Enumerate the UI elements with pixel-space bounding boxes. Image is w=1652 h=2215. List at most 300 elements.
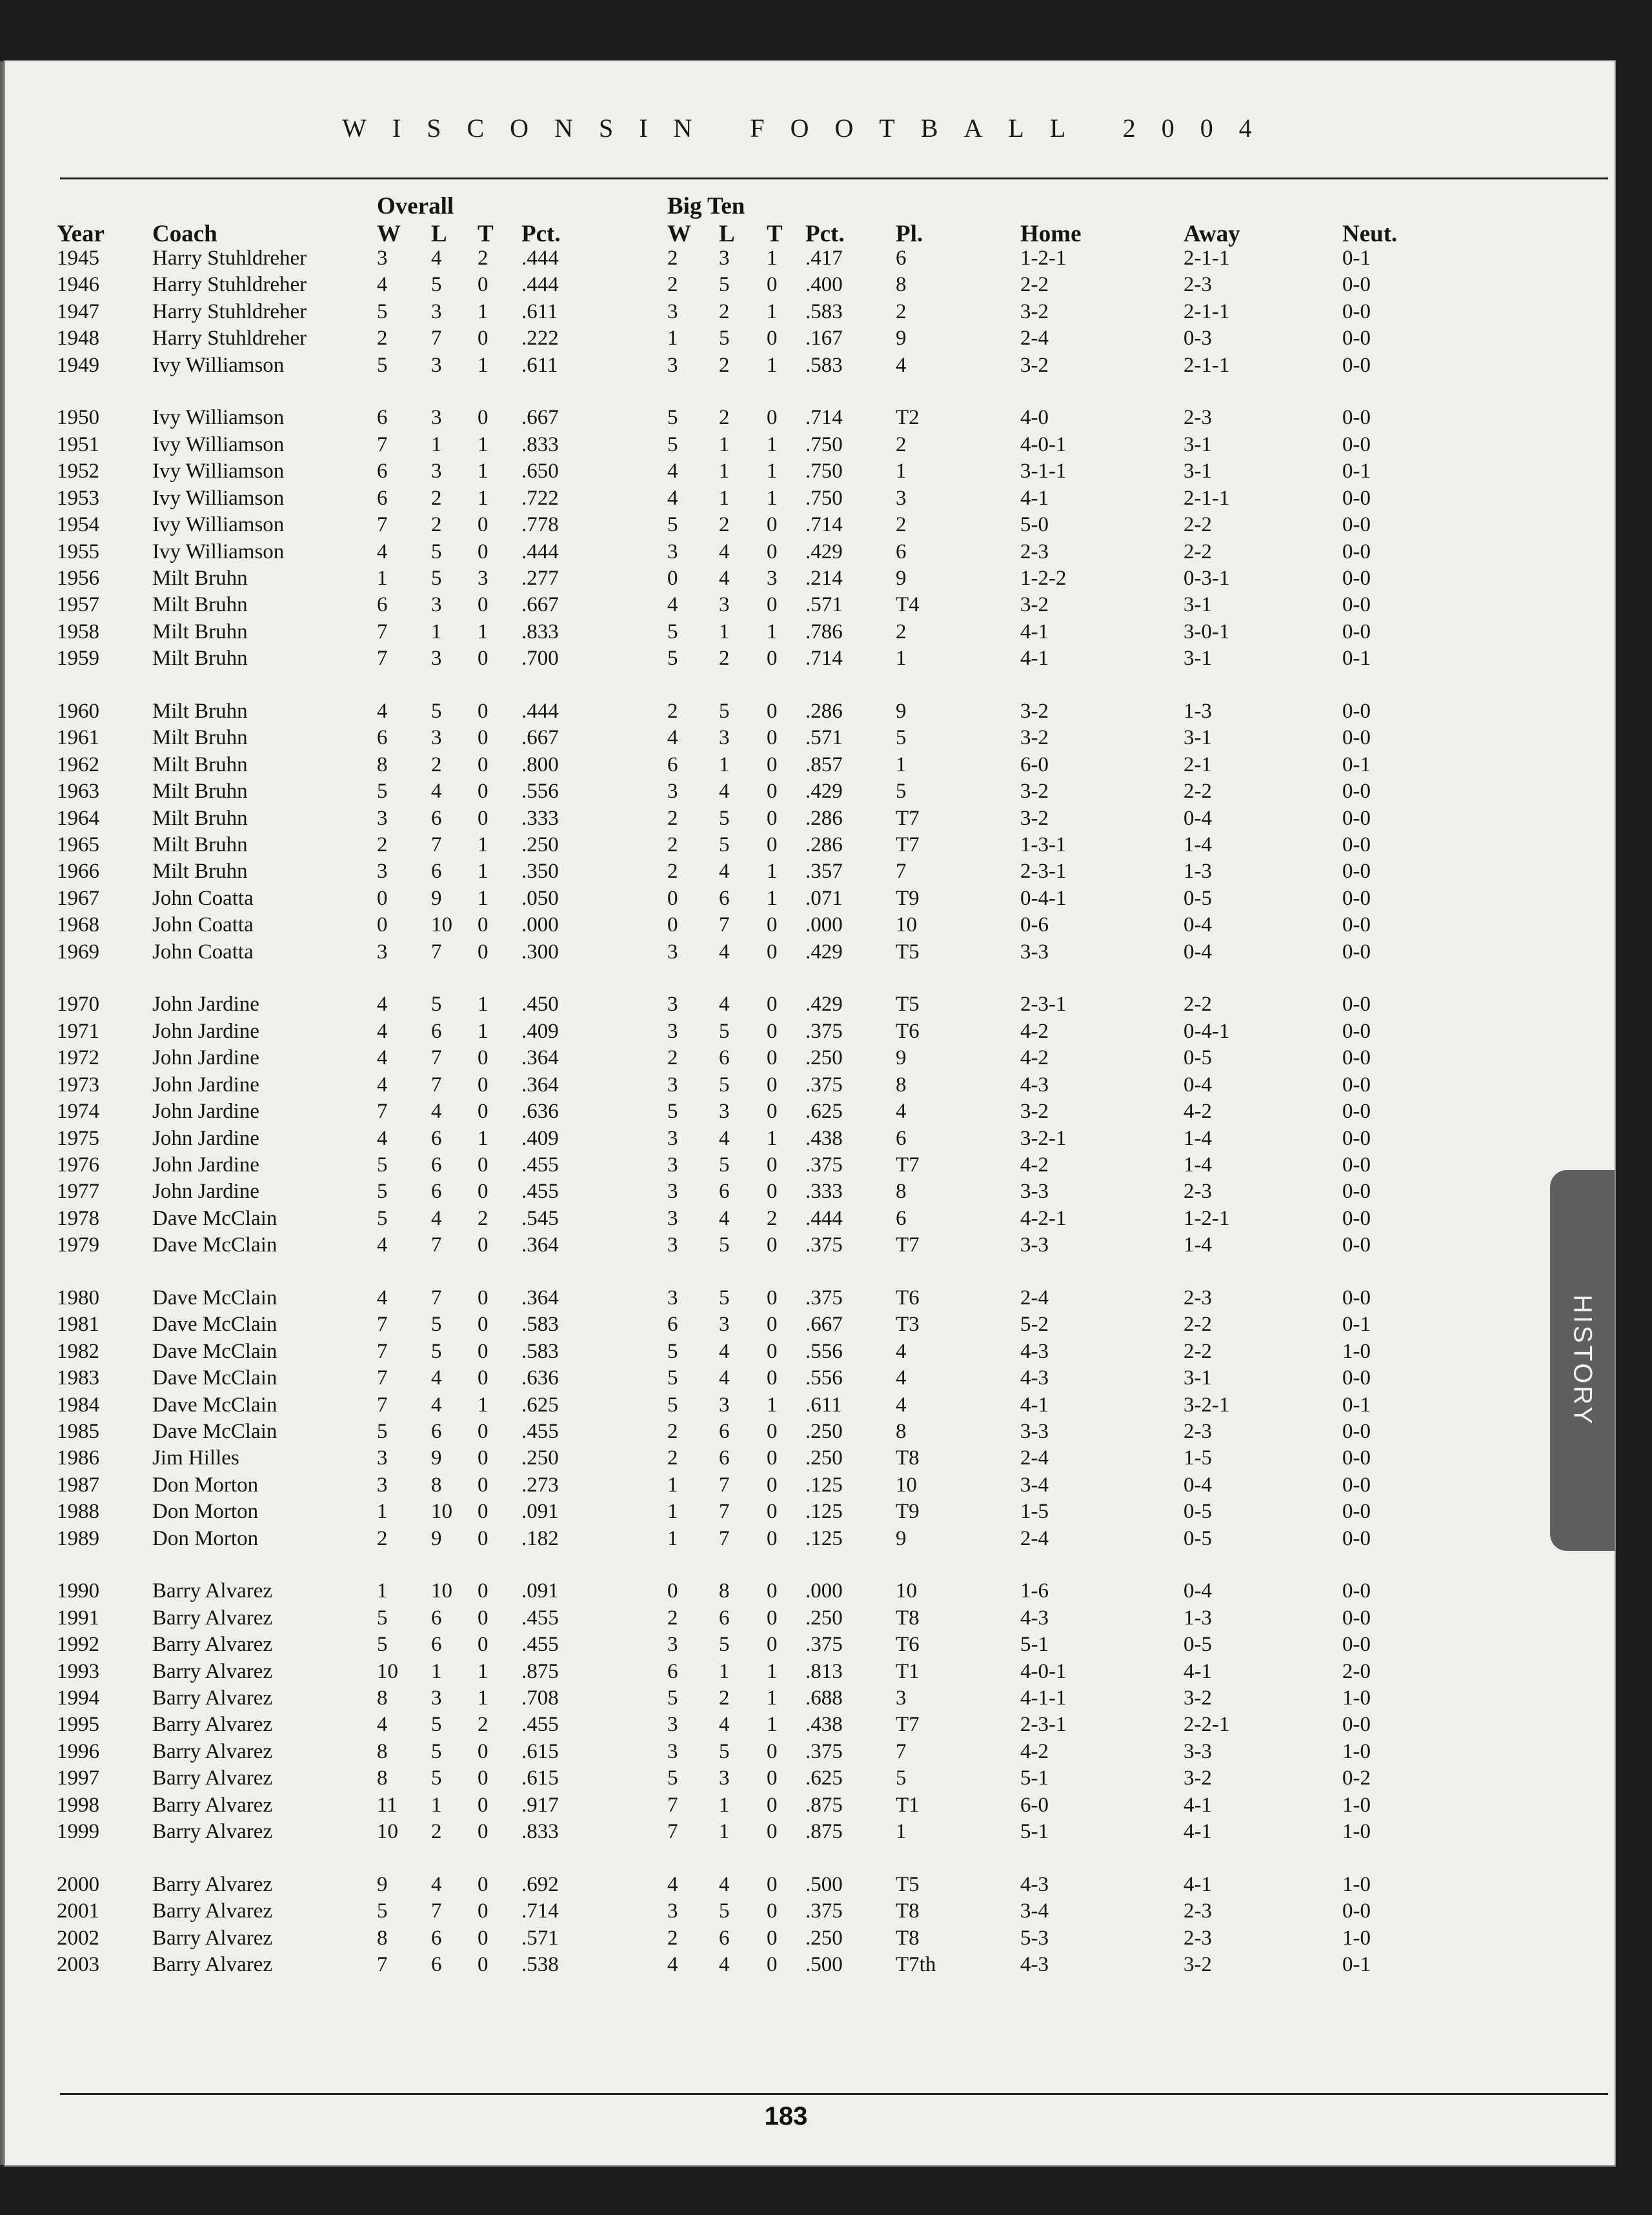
cell-bigten-t: 0 [767,1527,778,1550]
cell-year: 1981 [57,1313,99,1336]
cell-neutral: 0-0 [1342,273,1371,296]
cell-bigten-l: 4 [719,993,730,1016]
cell-neutral: 0-0 [1342,1073,1371,1097]
cell-overall-pct: .875 [521,1660,559,1683]
cell-bigten-l: 4 [719,1873,730,1896]
page-number: 183 [764,2102,808,2130]
cell-overall-w: 7 [377,1340,388,1363]
cell-bigten-w: 4 [667,1873,678,1896]
cell-bigten-pct: .875 [805,1820,843,1843]
cell-bigten-pct: .714 [805,647,843,670]
cell-coach: John Jardine [152,1100,259,1123]
cell-coach: Harry Stuhldreher [152,247,307,270]
cell-overall-t: 0 [478,807,489,830]
cell-overall-l: 4 [431,780,442,803]
cell-bigten-t: 0 [767,780,778,803]
cell-neutral: 0-0 [1342,300,1371,323]
cell-bigten-l: 3 [719,1766,730,1790]
cell-overall-t: 1 [478,1393,489,1417]
cell-bigten-w: 3 [667,940,678,964]
cell-place: 8 [896,273,907,296]
cell-overall-w: 11 [377,1794,398,1817]
cell-bigten-pct: .571 [805,593,843,616]
cell-bigten-l: 4 [719,540,730,563]
cell-bigten-w: 3 [667,1633,678,1656]
cell-overall-pct: .364 [521,1233,559,1257]
cell-year: 1966 [57,860,99,883]
cell-away: 2-1 [1184,753,1212,776]
cell-bigten-t: 0 [767,1740,778,1763]
cell-overall-w: 6 [377,726,388,749]
column-header-bigten-l: L [719,221,735,247]
cell-year: 1982 [57,1340,99,1363]
cell-overall-w: 5 [377,354,388,377]
cell-bigten-t: 2 [767,1207,778,1230]
cell-overall-l: 3 [431,406,442,429]
cell-place: 9 [896,567,907,590]
cell-home: 2-3-1 [1020,1713,1067,1736]
column-header-overall-w: W [377,221,401,247]
cell-home: 4-3 [1020,1073,1049,1097]
cell-overall-t: 0 [478,1366,489,1390]
cell-home: 4-1 [1020,647,1049,670]
cell-overall-l: 7 [431,940,442,964]
cell-bigten-l: 2 [719,406,730,429]
cell-coach: Milt Bruhn [152,567,248,590]
cell-overall-t: 0 [478,1579,489,1603]
cell-place: T5 [896,993,920,1016]
cell-bigten-pct: .625 [805,1766,843,1790]
cell-away: 0-3 [1184,327,1212,350]
cell-coach: Ivy Williamson [152,540,285,563]
column-header-coach: Coach [152,221,217,247]
cell-year: 1967 [57,887,99,910]
cell-home: 2-4 [1020,327,1049,350]
cell-home: 3-3 [1020,1420,1049,1443]
cell-overall-l: 7 [431,1046,442,1069]
cell-away: 3-2 [1184,1686,1212,1710]
cell-year: 1963 [57,780,99,803]
cell-overall-w: 5 [377,1207,388,1230]
cell-overall-l: 2 [431,513,442,536]
cell-overall-l: 2 [431,487,442,510]
cell-overall-w: 10 [377,1820,398,1843]
cell-coach: John Jardine [152,1046,259,1069]
cell-place: 5 [896,1766,907,1790]
cell-overall-w: 0 [377,913,388,936]
cell-away: 1-4 [1184,1233,1212,1257]
cell-bigten-t: 0 [767,540,778,563]
cell-year: 1961 [57,726,99,749]
cell-overall-l: 5 [431,1766,442,1790]
cell-bigten-w: 5 [667,647,678,670]
cell-overall-pct: .917 [521,1794,559,1817]
cell-overall-t: 0 [478,1794,489,1817]
cell-overall-pct: .833 [521,620,559,643]
cell-bigten-t: 0 [767,1953,778,1976]
cell-overall-t: 0 [478,1740,489,1763]
cell-bigten-w: 5 [667,1366,678,1390]
cell-coach: Barry Alvarez [152,1686,272,1710]
cell-bigten-pct: .000 [805,913,843,936]
cell-away: 3-1 [1184,433,1212,456]
cell-year: 1994 [57,1686,99,1710]
cell-bigten-l: 4 [719,1366,730,1390]
cell-overall-l: 8 [431,1473,442,1497]
cell-home: 4-0-1 [1020,1660,1067,1683]
cell-overall-pct: .444 [521,247,559,270]
cell-overall-w: 4 [377,993,388,1016]
cell-neutral: 0-0 [1342,1633,1371,1656]
cell-bigten-w: 3 [667,354,678,377]
cell-neutral: 0-0 [1342,593,1371,616]
cell-overall-l: 5 [431,993,442,1016]
cell-year: 1954 [57,513,99,536]
cell-overall-pct: .778 [521,513,559,536]
cell-overall-w: 2 [377,833,388,856]
cell-overall-w: 8 [377,1686,388,1710]
cell-bigten-t: 0 [767,1633,778,1656]
cell-coach: Don Morton [152,1473,259,1497]
cell-bigten-t: 0 [767,1100,778,1123]
cell-bigten-t: 0 [767,1233,778,1257]
cell-away: 2-2 [1184,513,1212,536]
cell-neutral: 0-0 [1342,1286,1371,1310]
cell-overall-pct: .364 [521,1073,559,1097]
cell-coach: Ivy Williamson [152,487,285,510]
cell-bigten-pct: .444 [805,1207,843,1230]
cell-bigten-l: 8 [719,1579,730,1603]
cell-bigten-l: 4 [719,567,730,590]
cell-bigten-t: 1 [767,354,778,377]
cell-bigten-t: 0 [767,700,778,723]
cell-bigten-l: 7 [719,1527,730,1550]
cell-bigten-w: 4 [667,460,678,483]
cell-overall-t: 0 [478,1820,489,1843]
cell-coach: Ivy Williamson [152,406,285,429]
cell-place: 8 [896,1073,907,1097]
cell-year: 1993 [57,1660,99,1683]
cell-year: 1971 [57,1020,99,1043]
cell-coach: Milt Bruhn [152,726,248,749]
cell-place: T7 [896,1153,920,1177]
cell-bigten-l: 1 [719,460,730,483]
cell-home: 2-4 [1020,1446,1049,1470]
cell-overall-l: 6 [431,1127,442,1150]
cell-overall-l: 7 [431,1286,442,1310]
cell-away: 1-4 [1184,833,1212,856]
cell-coach: Harry Stuhldreher [152,273,307,296]
cell-place: 8 [896,1420,907,1443]
cell-coach: Milt Bruhn [152,860,248,883]
cell-place: 4 [896,1340,907,1363]
cell-overall-w: 7 [377,1393,388,1417]
cell-year: 1947 [57,300,99,323]
cell-overall-l: 6 [431,1153,442,1177]
cell-bigten-w: 3 [667,993,678,1016]
cell-bigten-pct: .786 [805,620,843,643]
cell-bigten-l: 4 [719,1127,730,1150]
cell-overall-l: 6 [431,1927,442,1950]
cell-place: T9 [896,887,920,910]
cell-bigten-pct: .556 [805,1366,843,1390]
cell-place: 6 [896,247,907,270]
cell-coach: Dave McClain [152,1207,277,1230]
cell-coach: Ivy Williamson [152,433,285,456]
cell-overall-l: 4 [431,1873,442,1896]
cell-neutral: 0-0 [1342,1579,1371,1603]
cell-overall-l: 5 [431,700,442,723]
cell-year: 1953 [57,487,99,510]
cell-bigten-w: 2 [667,1420,678,1443]
cell-overall-w: 5 [377,1153,388,1177]
cell-neutral: 0-0 [1342,1500,1371,1523]
cell-neutral: 0-1 [1342,460,1371,483]
cell-bigten-t: 1 [767,860,778,883]
cell-overall-pct: .636 [521,1366,559,1390]
cell-home: 4-2 [1020,1153,1049,1177]
cell-overall-pct: .455 [521,1606,559,1630]
cell-overall-t: 0 [478,700,489,723]
cell-bigten-w: 5 [667,1766,678,1790]
cell-bigten-pct: .500 [805,1953,843,1976]
cell-bigten-t: 0 [767,993,778,1016]
cell-bigten-pct: .625 [805,1100,843,1123]
cell-bigten-t: 1 [767,1686,778,1710]
cell-bigten-w: 3 [667,300,678,323]
cell-away: 0-3-1 [1184,567,1230,590]
cell-coach: Ivy Williamson [152,513,285,536]
cell-away: 0-4 [1184,913,1212,936]
cell-year: 1988 [57,1500,99,1523]
cell-neutral: 0-1 [1342,1313,1371,1336]
cell-bigten-t: 0 [767,1313,778,1336]
cell-bigten-l: 5 [719,1899,730,1923]
cell-place: T8 [896,1606,920,1630]
column-header-neutral: Neut. [1342,221,1398,247]
cell-bigten-w: 1 [667,1473,678,1497]
cell-place: 3 [896,1686,907,1710]
cell-overall-pct: .636 [521,1100,559,1123]
cell-overall-w: 7 [377,1366,388,1390]
cell-overall-w: 3 [377,807,388,830]
cell-overall-w: 4 [377,1020,388,1043]
cell-year: 1975 [57,1127,99,1150]
cell-neutral: 1-0 [1342,1686,1371,1710]
cell-bigten-l: 5 [719,807,730,830]
cell-place: 3 [896,487,907,510]
cell-away: 1-4 [1184,1153,1212,1177]
cell-bigten-w: 4 [667,487,678,510]
cell-neutral: 1-0 [1342,1927,1371,1950]
cell-bigten-l: 5 [719,1633,730,1656]
cell-neutral: 0-1 [1342,753,1371,776]
cell-overall-w: 10 [377,1660,398,1683]
cell-overall-w: 4 [377,1046,388,1069]
cell-home: 4-2-1 [1020,1207,1067,1230]
cell-away: 0-4 [1184,1073,1212,1097]
cell-place: 2 [896,433,907,456]
cell-bigten-l: 6 [719,1446,730,1470]
cell-home: 1-3-1 [1020,833,1067,856]
cell-overall-pct: .545 [521,1207,559,1230]
cell-bigten-l: 3 [719,726,730,749]
cell-home: 6-0 [1020,753,1049,776]
cell-bigten-pct: .125 [805,1500,843,1523]
cell-bigten-l: 4 [719,1953,730,1976]
cell-away: 0-5 [1184,1633,1212,1656]
cell-neutral: 0-0 [1342,780,1371,803]
cell-overall-pct: .667 [521,593,559,616]
cell-neutral: 0-0 [1342,940,1371,964]
cell-home: 1-5 [1020,1500,1049,1523]
cell-away: 0-5 [1184,1500,1212,1523]
cell-bigten-w: 1 [667,1500,678,1523]
cell-bigten-l: 5 [719,1286,730,1310]
cell-coach: Harry Stuhldreher [152,300,307,323]
cell-year: 1952 [57,460,99,483]
cell-overall-t: 0 [478,1073,489,1097]
cell-place: T9 [896,1500,920,1523]
cell-bigten-l: 1 [719,620,730,643]
cell-year: 2000 [57,1873,99,1896]
cell-away: 2-1-1 [1184,300,1230,323]
cell-place: T7 [896,1713,920,1736]
cell-overall-t: 0 [478,1100,489,1123]
cell-away: 2-3 [1184,1899,1212,1923]
cell-home: 0-4-1 [1020,887,1067,910]
cell-overall-l: 3 [431,593,442,616]
cell-bigten-t: 0 [767,273,778,296]
cell-bigten-w: 4 [667,593,678,616]
cell-year: 1946 [57,273,99,296]
cell-year: 1991 [57,1606,99,1630]
cell-home: 3-3 [1020,1180,1049,1203]
cell-neutral: 0-0 [1342,1527,1371,1550]
cell-overall-pct: .583 [521,1340,559,1363]
cell-bigten-t: 0 [767,1794,778,1817]
cell-overall-t: 0 [478,913,489,936]
cell-away: 0-4-1 [1184,1020,1230,1043]
cell-place: 9 [896,1527,907,1550]
cell-bigten-l: 3 [719,1393,730,1417]
cell-bigten-l: 3 [719,593,730,616]
cell-bigten-pct: .750 [805,433,843,456]
cell-place: 1 [896,753,907,776]
overall-group-header: Overall [377,193,454,219]
cell-overall-w: 8 [377,1740,388,1763]
cell-overall-l: 6 [431,860,442,883]
cell-overall-pct: .667 [521,726,559,749]
cell-place: 2 [896,620,907,643]
cell-bigten-pct: .813 [805,1660,843,1683]
cell-place: 7 [896,860,907,883]
cell-overall-t: 1 [478,1660,489,1683]
cell-overall-pct: .273 [521,1473,559,1497]
cell-home: 4-3 [1020,1340,1049,1363]
cell-bigten-w: 2 [667,247,678,270]
cell-year: 1969 [57,940,99,964]
cell-bigten-w: 2 [667,833,678,856]
cell-bigten-pct: .417 [805,247,843,270]
cell-overall-pct: .833 [521,1820,559,1843]
cell-bigten-l: 5 [719,1073,730,1097]
cell-overall-t: 2 [478,1207,489,1230]
cell-coach: Barry Alvarez [152,1740,272,1763]
cell-overall-w: 9 [377,1873,388,1896]
cell-overall-l: 3 [431,300,442,323]
cell-bigten-t: 1 [767,487,778,510]
cell-overall-w: 7 [377,433,388,456]
cell-neutral: 0-1 [1342,1393,1371,1417]
cell-bigten-pct: .357 [805,860,843,883]
cell-overall-l: 9 [431,1446,442,1470]
cell-bigten-w: 5 [667,433,678,456]
cell-overall-t: 0 [478,1899,489,1923]
cell-neutral: 0-1 [1342,247,1371,270]
cell-overall-w: 7 [377,513,388,536]
cell-overall-t: 0 [478,1873,489,1896]
cell-bigten-pct: .286 [805,807,843,830]
cell-bigten-w: 3 [667,1127,678,1150]
cell-year: 1978 [57,1207,99,1230]
cell-overall-pct: .611 [521,354,558,377]
cell-overall-w: 4 [377,700,388,723]
cell-overall-l: 7 [431,1073,442,1097]
cell-bigten-pct: .438 [805,1713,843,1736]
cell-year: 1979 [57,1233,99,1257]
cell-bigten-w: 5 [667,1100,678,1123]
cell-overall-l: 4 [431,1100,442,1123]
column-header-away: Away [1184,221,1240,247]
cell-overall-t: 1 [478,487,489,510]
cell-overall-w: 2 [377,327,388,350]
cell-year: 1964 [57,807,99,830]
cell-overall-pct: .583 [521,1313,559,1336]
cell-overall-t: 0 [478,1473,489,1497]
cell-overall-l: 6 [431,1020,442,1043]
cell-overall-pct: .692 [521,1873,559,1896]
cell-overall-w: 3 [377,247,388,270]
cell-overall-t: 1 [478,1020,489,1043]
cell-bigten-w: 2 [667,807,678,830]
cell-bigten-pct: .250 [805,1606,843,1630]
cell-coach: Milt Bruhn [152,807,248,830]
cell-bigten-w: 5 [667,620,678,643]
cell-home: 2-3 [1020,540,1049,563]
cell-away: 3-1 [1184,460,1212,483]
cell-overall-t: 0 [478,1527,489,1550]
cell-bigten-l: 3 [719,1313,730,1336]
cell-overall-w: 1 [377,567,388,590]
cell-home: 4-2 [1020,1020,1049,1043]
column-header-bigten-pct: Pct. [805,221,845,247]
cell-neutral: 0-1 [1342,647,1371,670]
cell-neutral: 1-0 [1342,1820,1371,1843]
cell-year: 1951 [57,433,99,456]
cell-place: 10 [896,913,917,936]
cell-bigten-pct: .375 [805,1153,843,1177]
cell-bigten-pct: .250 [805,1446,843,1470]
cell-year: 1970 [57,993,99,1016]
cell-place: 7 [896,1740,907,1763]
cell-bigten-t: 0 [767,1873,778,1896]
cell-place: T8 [896,1927,920,1950]
cell-overall-pct: .455 [521,1180,559,1203]
cell-coach: John Jardine [152,1073,259,1097]
cell-coach: Milt Bruhn [152,647,248,670]
cell-year: 1950 [57,406,99,429]
